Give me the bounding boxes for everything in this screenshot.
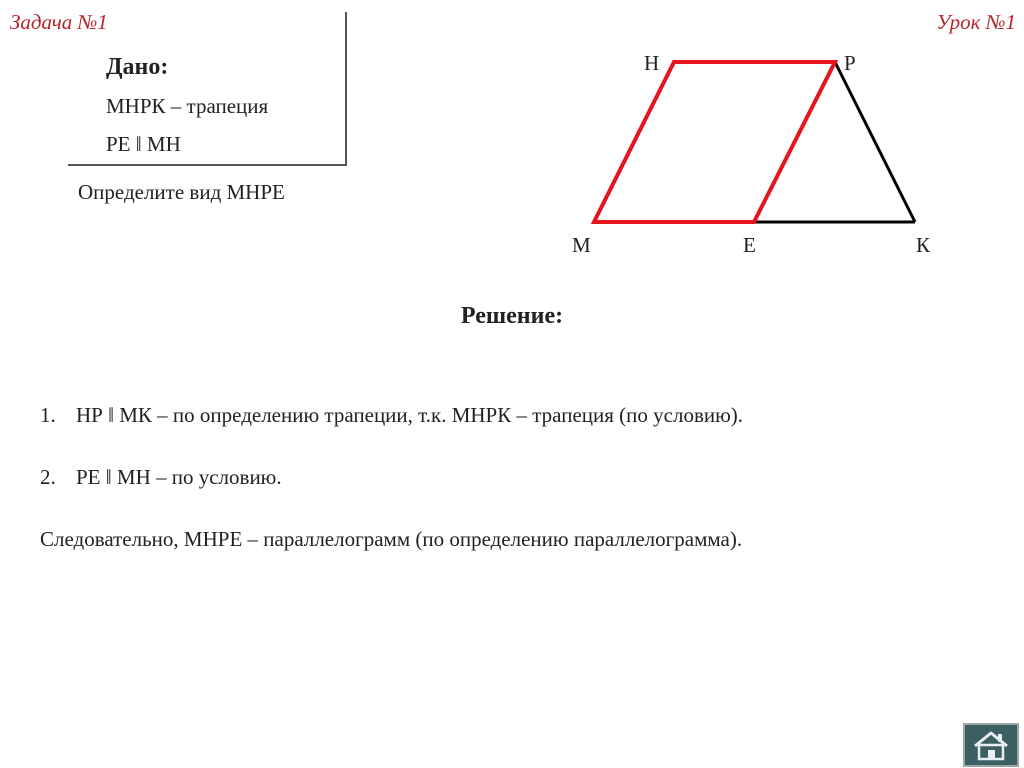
given-box-divider-vertical — [345, 12, 347, 166]
task-title: Задача №1 — [10, 10, 108, 34]
given-heading: Дано: — [106, 54, 169, 80]
point-label-K: К — [916, 233, 931, 257]
home-button[interactable] — [963, 723, 1019, 767]
point-label-H: Н — [644, 51, 660, 75]
solution-heading: Решение: — [460, 303, 564, 329]
point-label-E: Е — [743, 233, 756, 257]
parallelogram-MHPE — [594, 62, 835, 222]
point-label-P: Р — [844, 51, 856, 75]
solution-step — [40, 465, 282, 490]
solution-step — [40, 403, 743, 428]
segment-PK — [835, 62, 915, 222]
step-number: 1. — [40, 403, 56, 427]
given-line: РЕ ‖ МН — [106, 132, 181, 156]
conclusion-text: Следовательно, МНРЕ – параллелограмм (по определению параллелограмма). — [40, 527, 743, 551]
step-text: РЕ ‖ МН – по условию. — [76, 465, 282, 489]
question-text: Определите вид МНРЕ — [78, 180, 285, 204]
given-line: МНРК – трапеция — [106, 94, 269, 118]
point-label-M: М — [572, 233, 591, 257]
step-text: НР ‖ МК – по определению трапеции, т.к. МНРК – трапеция (по условию). — [76, 403, 744, 427]
given-box-divider-horizontal — [68, 164, 347, 166]
trapezoid-figure — [560, 40, 960, 270]
home-icon — [965, 725, 1017, 765]
step-number: 2. — [40, 465, 56, 489]
lesson-title: Урок №1 — [936, 10, 1016, 34]
